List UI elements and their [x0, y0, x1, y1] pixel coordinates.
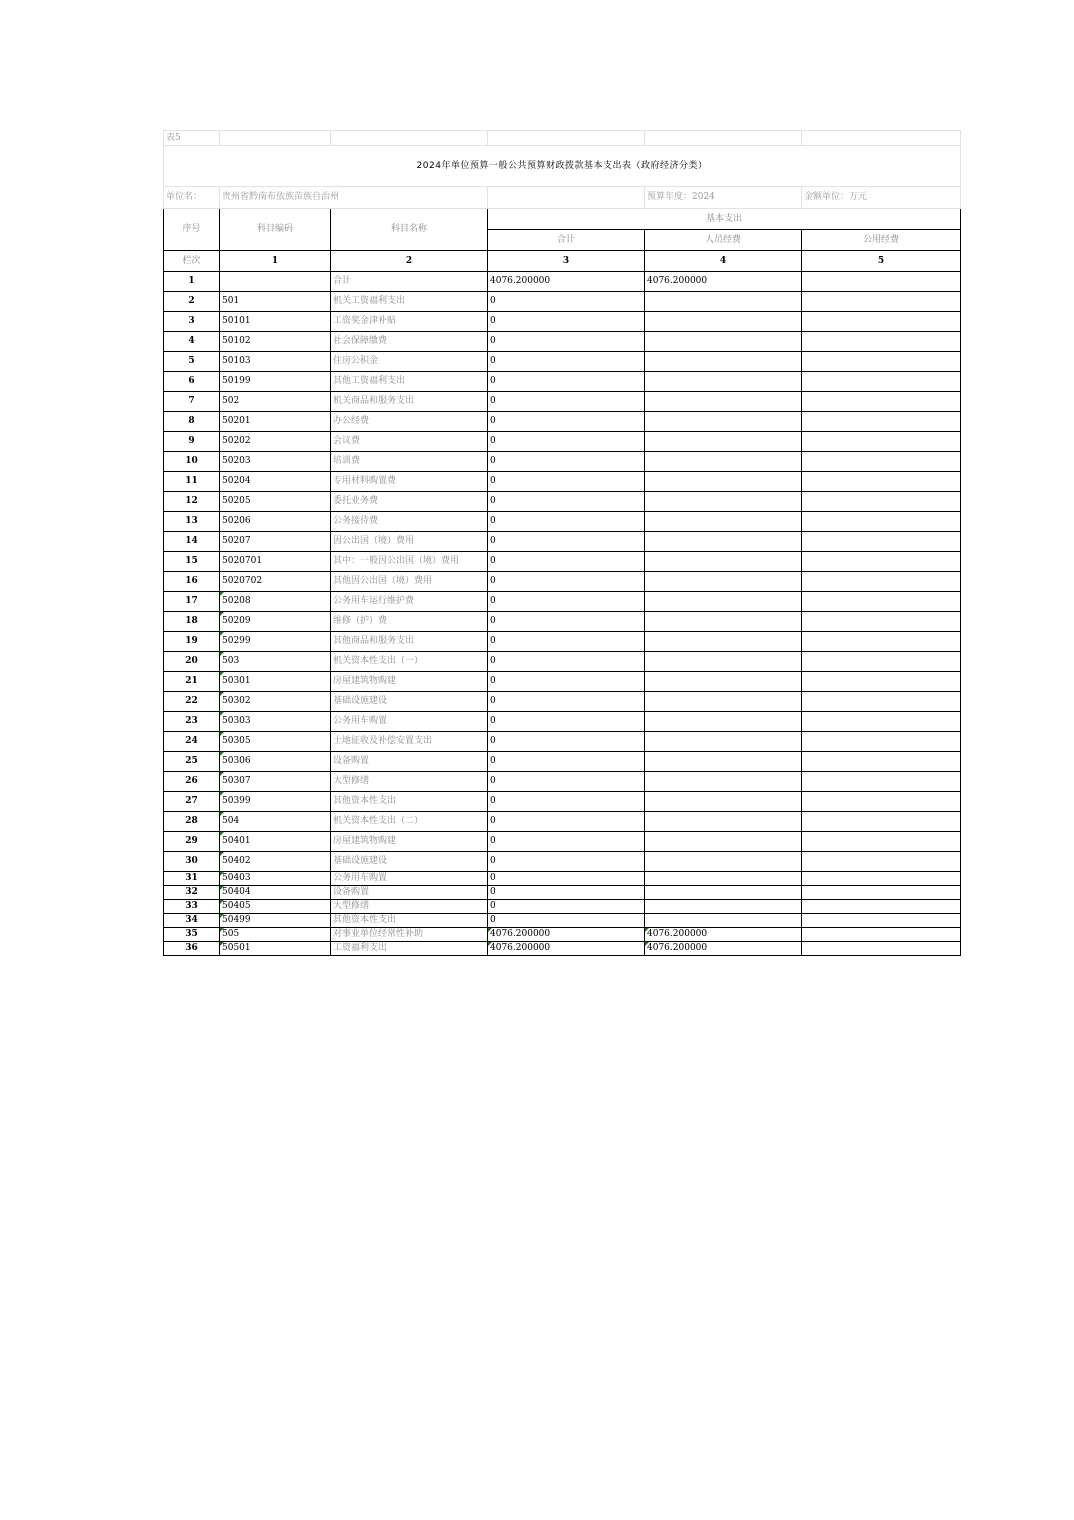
row-public	[802, 852, 961, 872]
row-public	[802, 492, 961, 512]
table-row	[164, 652, 961, 672]
budget-table	[163, 130, 961, 956]
row-personnel	[645, 292, 802, 312]
row-name: 其他因公出国（境）费用	[331, 572, 488, 592]
row-name: 公务用车运行维护费	[331, 592, 488, 612]
row-personnel	[645, 632, 802, 652]
row-name: 维修（护）费	[331, 612, 488, 632]
row-code: 50201	[220, 412, 331, 432]
row-name: 房屋建筑物购建	[331, 832, 488, 852]
row-public	[802, 772, 961, 792]
row-code: 502	[220, 392, 331, 412]
table-row	[164, 552, 961, 572]
row-personnel: 4076.200000	[645, 272, 802, 292]
table-row	[164, 332, 961, 352]
row-public	[802, 572, 961, 592]
row-total: 0	[488, 914, 645, 928]
row-total: 0	[488, 552, 645, 572]
table-row	[164, 872, 961, 886]
col-num: 2	[331, 251, 488, 272]
row-seq: 17	[164, 592, 220, 612]
row-seq: 24	[164, 732, 220, 752]
row-personnel	[645, 886, 802, 900]
row-total: 0	[488, 752, 645, 772]
row-code: 50209	[220, 612, 331, 632]
header-group: 基本支出	[488, 209, 961, 230]
table-row	[164, 592, 961, 612]
row-public	[802, 914, 961, 928]
row-code: 501	[220, 292, 331, 312]
row-public	[802, 332, 961, 352]
table-body	[164, 272, 961, 956]
row-seq: 7	[164, 392, 220, 412]
table-row	[164, 812, 961, 832]
table-row	[164, 272, 961, 292]
row-total: 0	[488, 900, 645, 914]
row-seq: 23	[164, 712, 220, 732]
row-total: 0	[488, 472, 645, 492]
row-total: 4076.200000	[488, 942, 645, 956]
row-name: 其他商品和服务支出	[331, 632, 488, 652]
row-seq: 4	[164, 332, 220, 352]
row-total: 0	[488, 692, 645, 712]
header-name: 科目名称	[331, 209, 488, 251]
row-public	[802, 732, 961, 752]
table-row	[164, 772, 961, 792]
row-name: 机关资本性支出（一）	[331, 652, 488, 672]
row-code: 50199	[220, 372, 331, 392]
row-personnel	[645, 692, 802, 712]
row-name: 机关资本性支出（二）	[331, 812, 488, 832]
row-total: 0	[488, 492, 645, 512]
row-seq: 3	[164, 312, 220, 332]
table-row	[164, 312, 961, 332]
row-code: 50207	[220, 532, 331, 552]
row-personnel	[645, 572, 802, 592]
row-seq: 8	[164, 412, 220, 432]
row-name: 设备购置	[331, 886, 488, 900]
row-public	[802, 592, 961, 612]
row-total: 0	[488, 792, 645, 812]
row-public	[802, 900, 961, 914]
row-code: 50302	[220, 692, 331, 712]
row-code: 50299	[220, 632, 331, 652]
row-seq: 9	[164, 432, 220, 452]
row-code: 50204	[220, 472, 331, 492]
col-num: 4	[645, 251, 802, 272]
row-public	[802, 886, 961, 900]
row-name: 工资福利支出	[331, 942, 488, 956]
table-row	[164, 942, 961, 956]
row-total: 0	[488, 672, 645, 692]
row-total: 0	[488, 872, 645, 886]
row-personnel	[645, 372, 802, 392]
row-personnel: 4076.200000	[645, 928, 802, 942]
row-personnel	[645, 412, 802, 432]
row-name: 大型修缮	[331, 900, 488, 914]
row-total: 0	[488, 532, 645, 552]
row-seq: 11	[164, 472, 220, 492]
row-public	[802, 872, 961, 886]
row-total: 0	[488, 412, 645, 432]
page-title: 2024年单位预算一般公共预算财政拨款基本支出表（政府经济分类）	[164, 146, 961, 187]
row-seq: 26	[164, 772, 220, 792]
table-row	[164, 852, 961, 872]
row-name: 机关工资福利支出	[331, 292, 488, 312]
table-row	[164, 572, 961, 592]
row-name: 社会保障缴费	[331, 332, 488, 352]
amount-unit: 金额单位：万元	[802, 187, 961, 209]
row-code: 50401	[220, 832, 331, 852]
row-personnel	[645, 612, 802, 632]
row-public	[802, 512, 961, 532]
row-public	[802, 372, 961, 392]
row-code: 503	[220, 652, 331, 672]
row-code: 50206	[220, 512, 331, 532]
row-seq: 34	[164, 914, 220, 928]
row-public	[802, 752, 961, 772]
row-public	[802, 832, 961, 852]
row-code: 50501	[220, 942, 331, 956]
row-seq: 10	[164, 452, 220, 472]
row-seq: 27	[164, 792, 220, 812]
row-public	[802, 632, 961, 652]
table-row	[164, 672, 961, 692]
row-total: 0	[488, 772, 645, 792]
row-personnel	[645, 312, 802, 332]
row-public	[802, 652, 961, 672]
row-name: 基础设施建设	[331, 852, 488, 872]
row-personnel	[645, 792, 802, 812]
row-public	[802, 672, 961, 692]
row-name: 住房公积金	[331, 352, 488, 372]
row-personnel	[645, 732, 802, 752]
table-row	[164, 392, 961, 412]
row-code: 50103	[220, 352, 331, 372]
table-row	[164, 492, 961, 512]
meta-row	[164, 187, 961, 209]
row-seq: 22	[164, 692, 220, 712]
row-public	[802, 312, 961, 332]
row-name: 其他工资福利支出	[331, 372, 488, 392]
table-row	[164, 732, 961, 752]
row-code: 50205	[220, 492, 331, 512]
row-code: 50203	[220, 452, 331, 472]
row-name: 委托业务费	[331, 492, 488, 512]
row-name: 专用材料购置费	[331, 472, 488, 492]
row-name: 其他资本性支出	[331, 792, 488, 812]
row-seq: 33	[164, 900, 220, 914]
row-personnel	[645, 712, 802, 732]
row-name: 因公出国（境）费用	[331, 532, 488, 552]
header-personnel: 人员经费	[645, 230, 802, 251]
row-public	[802, 392, 961, 412]
col-num: 5	[802, 251, 961, 272]
row-name: 合计	[331, 272, 488, 292]
row-public	[802, 432, 961, 452]
row-total: 0	[488, 612, 645, 632]
table-row	[164, 692, 961, 712]
row-personnel	[645, 752, 802, 772]
row-total: 0	[488, 312, 645, 332]
row-total: 0	[488, 572, 645, 592]
row-name: 其中：一般因公出国（境）费用	[331, 552, 488, 572]
row-public	[802, 472, 961, 492]
row-code: 50404	[220, 886, 331, 900]
row-personnel	[645, 672, 802, 692]
row-seq: 2	[164, 292, 220, 312]
row-seq: 29	[164, 832, 220, 852]
row-seq: 20	[164, 652, 220, 672]
row-total: 0	[488, 392, 645, 412]
row-code: 5020701	[220, 552, 331, 572]
row-name: 大型修缮	[331, 772, 488, 792]
row-seq: 28	[164, 812, 220, 832]
row-seq: 12	[164, 492, 220, 512]
row-name: 对事业单位经常性补助	[331, 928, 488, 942]
row-total: 0	[488, 832, 645, 852]
row-code: 50306	[220, 752, 331, 772]
row-public	[802, 352, 961, 372]
row-name: 土地征收及补偿安置支出	[331, 732, 488, 752]
table-row	[164, 914, 961, 928]
row-personnel	[645, 472, 802, 492]
row-code: 504	[220, 812, 331, 832]
row-personnel	[645, 492, 802, 512]
row-personnel	[645, 652, 802, 672]
row-code: 50102	[220, 332, 331, 352]
table-row	[164, 712, 961, 732]
budget-year: 预算年度：2024	[645, 187, 802, 209]
row-total: 0	[488, 332, 645, 352]
table-row	[164, 292, 961, 312]
col-num: 3	[488, 251, 645, 272]
row-code: 50301	[220, 672, 331, 692]
row-public	[802, 692, 961, 712]
row-total: 4076.200000	[488, 272, 645, 292]
row-public	[802, 942, 961, 956]
row-seq: 6	[164, 372, 220, 392]
row-seq: 16	[164, 572, 220, 592]
row-personnel	[645, 392, 802, 412]
row-personnel	[645, 432, 802, 452]
row-name: 公务用车购置	[331, 712, 488, 732]
row-total: 4076.200000	[488, 928, 645, 942]
row-total: 0	[488, 852, 645, 872]
row-code: 50202	[220, 432, 331, 452]
table-row	[164, 452, 961, 472]
table-row	[164, 632, 961, 652]
row-code: 50403	[220, 872, 331, 886]
table-row	[164, 928, 961, 942]
row-name: 培训费	[331, 452, 488, 472]
title-row	[164, 146, 961, 187]
col-num: 1	[220, 251, 331, 272]
row-personnel	[645, 592, 802, 612]
row-total: 0	[488, 592, 645, 612]
row-public	[802, 292, 961, 312]
row-personnel	[645, 772, 802, 792]
row-name: 其他资本性支出	[331, 914, 488, 928]
header-seq: 序号	[164, 209, 220, 251]
row-seq: 36	[164, 942, 220, 956]
row-total: 0	[488, 452, 645, 472]
table-row	[164, 752, 961, 772]
row-personnel	[645, 532, 802, 552]
row-public	[802, 552, 961, 572]
row-personnel	[645, 352, 802, 372]
header-total: 合计	[488, 230, 645, 251]
row-public	[802, 452, 961, 472]
row-name: 办公经费	[331, 412, 488, 432]
row-personnel	[645, 812, 802, 832]
row-seq: 18	[164, 612, 220, 632]
row-total: 0	[488, 352, 645, 372]
unit-name: 贵州省黔南布依族苗族自治州	[220, 187, 488, 209]
row-name: 公务用车购置	[331, 872, 488, 886]
table-row	[164, 352, 961, 372]
row-code: 50402	[220, 852, 331, 872]
row-seq: 5	[164, 352, 220, 372]
row-public	[802, 412, 961, 432]
row-seq: 21	[164, 672, 220, 692]
row-personnel	[645, 872, 802, 886]
row-name: 房屋建筑物购建	[331, 672, 488, 692]
row-total: 0	[488, 512, 645, 532]
row-public	[802, 532, 961, 552]
table-row	[164, 792, 961, 812]
table-row	[164, 832, 961, 852]
row-seq: 32	[164, 886, 220, 900]
row-personnel	[645, 512, 802, 532]
row-code: 505	[220, 928, 331, 942]
row-code: 5020702	[220, 572, 331, 592]
row-seq: 30	[164, 852, 220, 872]
row-code: 50101	[220, 312, 331, 332]
row-name: 设备购置	[331, 752, 488, 772]
row-code: 50208	[220, 592, 331, 612]
table-row	[164, 372, 961, 392]
row-code: 50405	[220, 900, 331, 914]
row-name: 机关商品和服务支出	[331, 392, 488, 412]
row-public	[802, 812, 961, 832]
row-personnel	[645, 332, 802, 352]
row-name: 基础设施建设	[331, 692, 488, 712]
row-seq: 13	[164, 512, 220, 532]
row-total: 0	[488, 712, 645, 732]
row-total: 0	[488, 812, 645, 832]
row-code	[220, 272, 331, 292]
row-public	[802, 712, 961, 732]
row-total: 0	[488, 886, 645, 900]
col-label: 栏次	[164, 251, 220, 272]
row-code: 50499	[220, 914, 331, 928]
row-code: 50399	[220, 792, 331, 812]
row-total: 0	[488, 292, 645, 312]
row-code: 50307	[220, 772, 331, 792]
row-seq: 19	[164, 632, 220, 652]
table-row	[164, 472, 961, 492]
row-name: 会议费	[331, 432, 488, 452]
row-name: 工资奖金津补贴	[331, 312, 488, 332]
row-personnel: 4076.200000	[645, 942, 802, 956]
row-personnel	[645, 832, 802, 852]
table-row	[164, 612, 961, 632]
table-row	[164, 412, 961, 432]
row-total: 0	[488, 652, 645, 672]
row-seq: 1	[164, 272, 220, 292]
row-total: 0	[488, 432, 645, 452]
row-name: 公务接待费	[331, 512, 488, 532]
table-row	[164, 512, 961, 532]
top-row	[164, 131, 961, 146]
row-seq: 35	[164, 928, 220, 942]
row-seq: 25	[164, 752, 220, 772]
row-public	[802, 612, 961, 632]
row-code: 50305	[220, 732, 331, 752]
row-seq: 15	[164, 552, 220, 572]
row-total: 0	[488, 632, 645, 652]
row-code: 50303	[220, 712, 331, 732]
header-code: 科目编码	[220, 209, 331, 251]
table-row	[164, 886, 961, 900]
table-row	[164, 432, 961, 452]
row-public	[802, 272, 961, 292]
unit-label: 单位名：	[164, 187, 220, 209]
row-seq: 14	[164, 532, 220, 552]
row-total: 0	[488, 372, 645, 392]
row-public	[802, 792, 961, 812]
row-public	[802, 928, 961, 942]
row-personnel	[645, 900, 802, 914]
row-personnel	[645, 452, 802, 472]
table-header	[164, 209, 961, 272]
table-row	[164, 900, 961, 914]
row-seq: 31	[164, 872, 220, 886]
table-label: 表5	[164, 131, 220, 146]
table-row	[164, 532, 961, 552]
row-personnel	[645, 852, 802, 872]
row-total: 0	[488, 732, 645, 752]
row-personnel	[645, 914, 802, 928]
row-personnel	[645, 552, 802, 572]
header-public: 公用经费	[802, 230, 961, 251]
